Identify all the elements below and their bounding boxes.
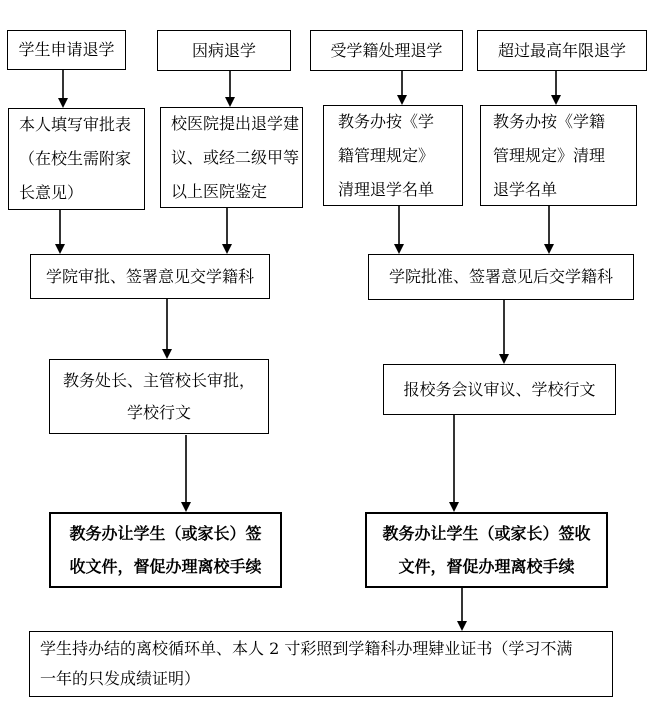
node-fill-approval-form (8, 108, 145, 210)
node-dean-president-approval (49, 359, 269, 434)
node-text: 受学籍处理退学 (330, 40, 443, 60)
node-text: 长意见） (19, 183, 84, 202)
node-student-apply-withdrawal (7, 30, 126, 70)
node-text: 教务处长、主管校长审批， (62, 370, 255, 390)
node-text: （在校生需附家 (19, 149, 132, 168)
node-text: 退学名单 (493, 179, 558, 199)
node-text: 学院批准、签署意见后交学籍科 (388, 267, 613, 286)
node-school-council-review (383, 364, 616, 415)
node-sign-documents-left (49, 512, 282, 588)
node-status-processing-withdrawal (310, 30, 463, 71)
node-text: 校医院提出退学建 (171, 113, 300, 133)
node-text: 籍管理规定》 (338, 145, 435, 165)
node-exceed-max-years-withdrawal (477, 30, 647, 71)
node-text: 报校务会议审议、学校行文 (403, 379, 596, 399)
node-text: 管理规定》清理 (493, 145, 606, 165)
node-text: 学生申请退学 (18, 40, 115, 59)
node-text: 教务办让学生（或家长）签 (69, 524, 262, 543)
node-registrar-list-cleanup-2 (480, 105, 637, 206)
node-text: 教务办按《学籍 (493, 111, 606, 131)
node-text: 清理退学名单 (338, 179, 435, 199)
node-text: 因病退学 (191, 40, 256, 60)
node-text: 文件，督促办理离校手续 (398, 557, 575, 576)
node-text: 教务办按《学 (338, 111, 435, 131)
node-hospital-recommendation (160, 107, 303, 208)
node-registrar-list-cleanup-1 (323, 105, 463, 206)
node-text: 本人填写审批表 (19, 115, 132, 134)
node-text: 超过最高年限退学 (497, 40, 626, 60)
node-text: 收文件，督促办理离校手续 (69, 557, 262, 576)
node-sign-documents-right (365, 512, 608, 588)
node-text: 教务办让学生（或家长）签收 (382, 524, 591, 543)
node-text: 议、或经二级甲等 (171, 147, 300, 167)
node-illness-withdrawal (157, 30, 291, 71)
node-text: 学生持办结的离校循环单、本人 2 寸彩照到学籍科办理肄业证书（学习不满 (40, 639, 573, 658)
node-text: 一年的只发成绩证明） (40, 669, 201, 688)
node-text: 学校行文 (126, 402, 191, 422)
node-text: 以上医院鉴定 (171, 181, 268, 201)
node-final-certificate (29, 631, 613, 697)
node-college-approval-right (368, 254, 634, 300)
node-text: 学院审批、签署意见交学籍科 (45, 266, 254, 286)
node-college-approval-left (30, 254, 270, 299)
